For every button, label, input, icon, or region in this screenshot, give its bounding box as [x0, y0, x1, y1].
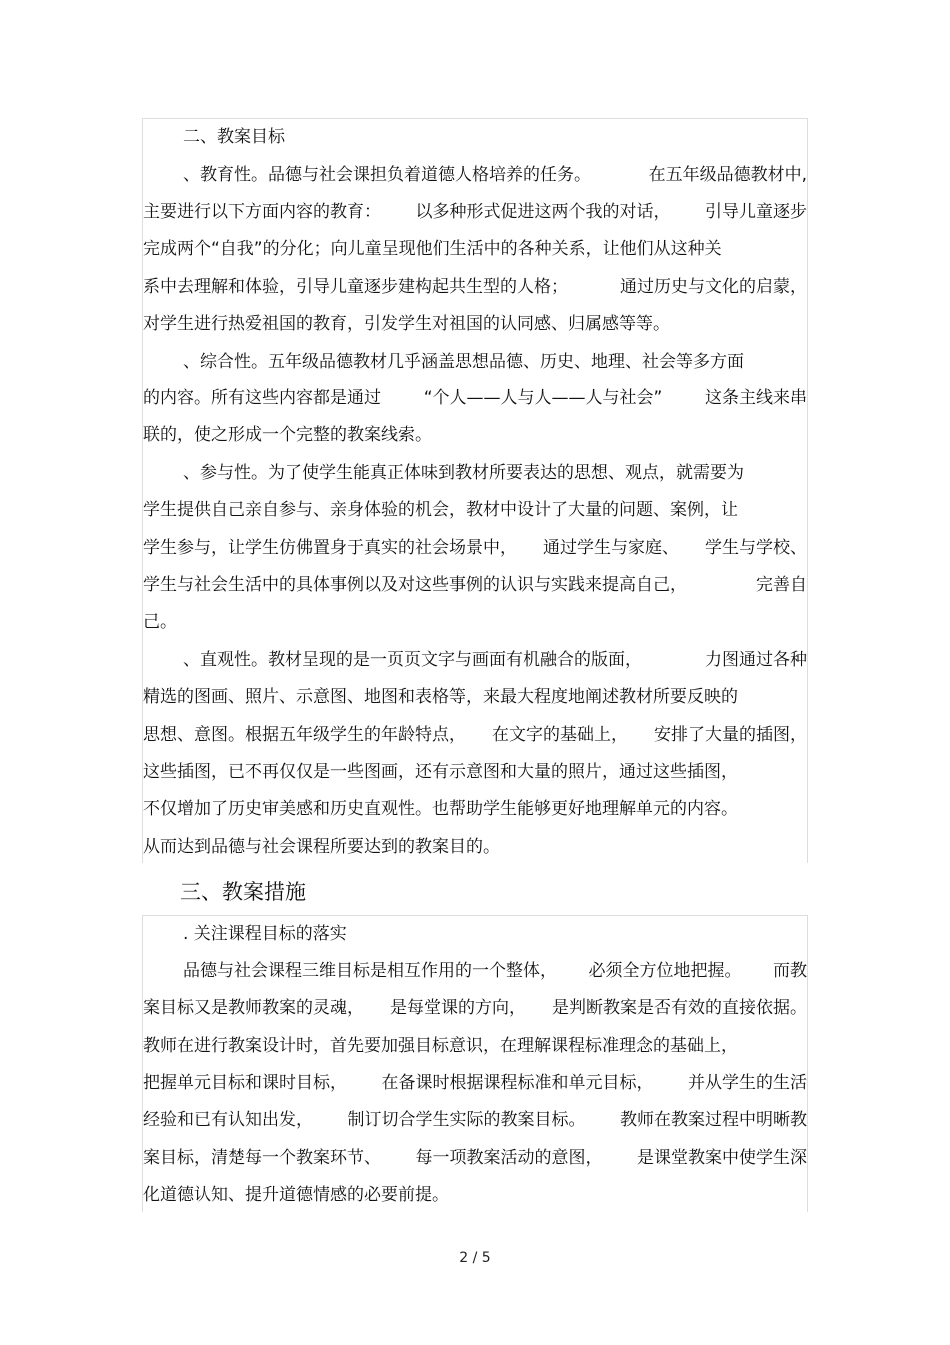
paragraph-line: 不仅增加了历史审美感和历史直观性。也帮助学生能够更好地理解单元的内容。	[143, 799, 738, 819]
paragraph-line	[143, 537, 807, 559]
text-segment: 并从学生的生活	[688, 1073, 807, 1093]
text-segment: 案目标，清楚每一个教案环节、	[143, 1148, 381, 1168]
paragraph-line	[143, 724, 807, 746]
paragraph-line: 完成两个“自我”的分化；向儿童呈现他们生活中的各种关系，让他们从这种关	[143, 239, 722, 259]
subsection-heading: . 关注课程目标的落实	[183, 924, 347, 944]
paragraph-line	[183, 960, 807, 982]
page-number: 2 / 5	[459, 1250, 491, 1266]
paragraph-line	[143, 387, 807, 409]
text-segment: 在五年级品德教材中,	[648, 165, 807, 185]
text-segment: 思想、意图。根据五年级学生的年龄特点，	[143, 725, 466, 745]
text-segment: 学生参与，让学生仿佛置身于真实的社会场景中，	[143, 538, 517, 558]
text-segment: 、直观性。教材呈现的是一页页文字与画面有机融合的版面，	[183, 650, 642, 670]
text-segment: “个人——人与人——人与社会”	[423, 388, 663, 408]
text-segment: 学生与学校、	[705, 538, 807, 558]
text-segment: 是课堂教案中使学生深	[637, 1148, 807, 1168]
section-2-box	[142, 118, 808, 863]
paragraph-line: 、综合性。五年级品德教材几乎涵盖思想品德、历史、地理、社会等多方面	[183, 352, 744, 372]
text-segment: 是判断教案是否有效的直接依据。	[552, 998, 807, 1018]
text-segment: 安排了大量的插图，	[654, 725, 807, 745]
text-segment: 把握单元目标和课时目标，	[143, 1073, 347, 1093]
paragraph-line: 从而达到品德与社会课程所要达到的教案目的。	[143, 837, 500, 857]
paragraph-line: 这些插图，已不再仅仅是一些图画，还有示意图和大量的照片，通过这些插图，	[143, 762, 738, 782]
paragraph-line	[143, 574, 807, 596]
text-segment: 每一项教案活动的意图，	[415, 1148, 603, 1168]
text-segment: 通过学生与家庭、	[543, 538, 679, 558]
paragraph-line: 、参与性。为了使学生能真正体味到教材所要表达的思想、观点，就需要为	[183, 463, 744, 483]
text-segment: 而教	[773, 961, 807, 981]
text-segment: 教师在教案过程中明晰教	[620, 1110, 807, 1130]
section-2-heading: 二、教案目标	[183, 127, 285, 147]
text-segment: 、教育性。品德与社会课担负着道德人格培养的任务。	[183, 165, 591, 185]
text-segment: 主要进行以下方面内容的教育：	[143, 202, 381, 222]
paragraph-line: 对学生进行热爱祖国的教育，引发学生对祖国的认同感、归属感等等。	[143, 314, 670, 334]
text-segment: 品德与社会课程三维目标是相互作用的一个整体，	[183, 961, 557, 981]
paragraph-line	[143, 201, 807, 223]
paragraph-line	[143, 1147, 807, 1169]
paragraph-line	[183, 164, 807, 186]
paragraph-line	[143, 997, 807, 1019]
text-segment: 引导儿童逐步	[705, 202, 807, 222]
paragraph-line: 教师在进行教案设计时，首先要加强目标意识，在理解课程标准理念的基础上，	[143, 1036, 738, 1056]
text-segment: 这条主线来串	[705, 388, 807, 408]
text-segment: 是每堂课的方向，	[390, 998, 526, 1018]
text-segment: 通过历史与文化的启蒙，	[620, 277, 807, 297]
text-segment: 的内容。所有这些内容都是通过	[143, 388, 381, 408]
paragraph-line: 己。	[143, 612, 177, 632]
paragraph-line: 联的，使之形成一个完整的教案线索。	[143, 425, 432, 445]
text-segment: 必须全方位地把握。	[588, 961, 742, 981]
paragraph-line	[143, 1109, 807, 1131]
paragraph-line: 精选的图画、照片、示意图、地图和表格等，来最大程度地阐述教材所要反映的	[143, 687, 738, 707]
paragraph-line	[183, 649, 807, 671]
text-segment: 案目标又是教师教案的灵魂，	[143, 998, 364, 1018]
paragraph-line	[143, 276, 807, 298]
text-segment: 在备课时根据课程标准和单元目标，	[381, 1073, 654, 1093]
text-segment: 以多种形式促进这两个我的对话，	[415, 202, 671, 222]
text-segment: 在文字的基础上，	[492, 725, 628, 745]
text-segment: 学生与社会生活中的具体事例以及对这些事例的认识与实践来提高自己，	[143, 575, 687, 595]
text-segment: 制订切合学生实际的教案目标。	[347, 1110, 586, 1130]
text-segment: 系中去理解和体验，引导儿童逐步建构起共生型的人格；	[143, 277, 568, 297]
paragraph-line: 学生提供自己亲自参与、亲身体验的机会，教材中设计了大量的问题、案例，让	[143, 500, 738, 520]
text-segment: 经验和已有认知出发，	[143, 1110, 313, 1130]
text-segment: 力图通过各种	[705, 650, 807, 670]
section-3-box	[142, 915, 808, 1212]
section-3-heading: 三、教案措施	[180, 880, 306, 904]
paragraph-line: 化道德认知、提升道德情感的必要前提。	[143, 1185, 449, 1205]
text-segment: 完善自	[756, 575, 807, 595]
paragraph-line	[143, 1072, 807, 1094]
